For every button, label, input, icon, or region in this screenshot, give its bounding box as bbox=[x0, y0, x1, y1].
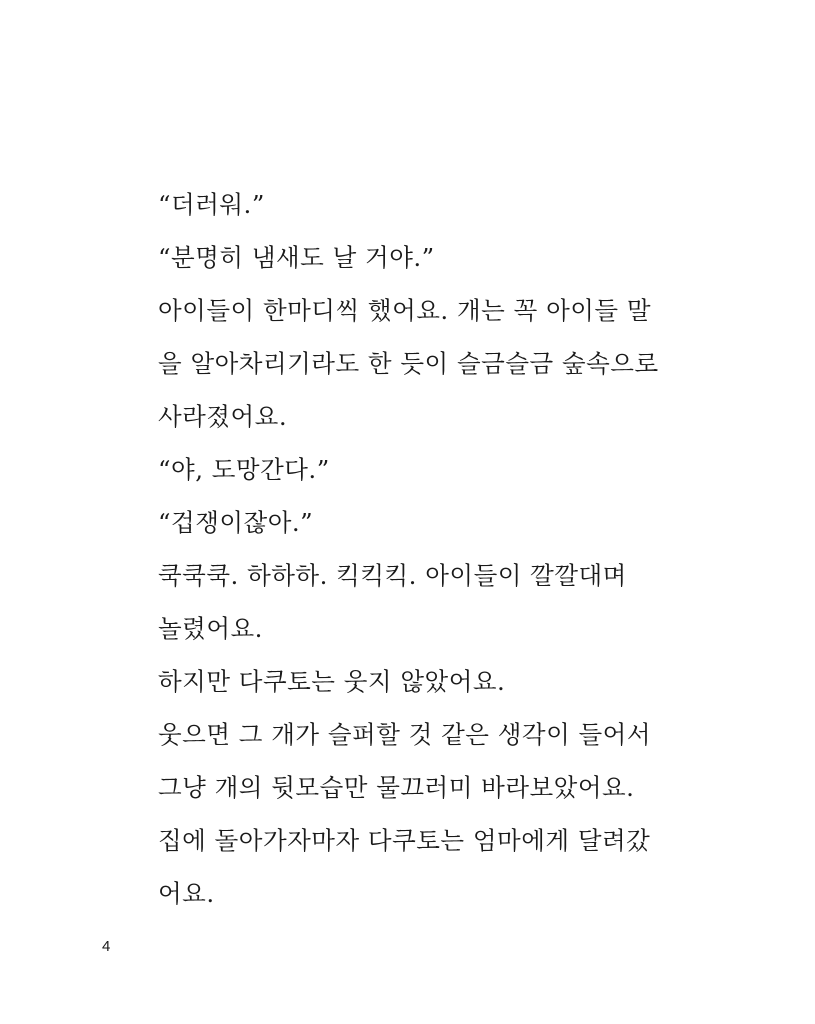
text-line: 그냥 개의 뒷모습만 물끄러미 바라보았어요. bbox=[158, 773, 635, 802]
text-line: 사라졌어요. bbox=[158, 402, 288, 431]
text-line: 하지만 다쿠토는 웃지 않았어요. bbox=[158, 667, 506, 696]
text-line: “분명히 냄새도 날 거야.” bbox=[158, 243, 435, 272]
text-line: 쿡쿡쿡. 하하하. 킥킥킥. 아이들이 깔깔대며 bbox=[158, 561, 627, 590]
text-line: 아이들이 한마디씩 했어요. 개는 꼭 아이들 말 bbox=[158, 296, 652, 325]
page-number: 4 bbox=[102, 938, 111, 955]
story-text bbox=[158, 178, 678, 920]
text-line: “야, 도망간다.” bbox=[158, 455, 330, 484]
text-line: 어요. bbox=[158, 879, 215, 908]
text-line: 을 알아차리기라도 한 듯이 슬금슬금 숲속으로 bbox=[158, 349, 659, 378]
text-line: “더러워.” bbox=[158, 190, 265, 219]
text-line: “겁쟁이잖아.” bbox=[158, 508, 314, 537]
text-line: 놀렸어요. bbox=[158, 614, 263, 643]
text-line: 집에 돌아가자마자 다쿠토는 엄마에게 달려갔 bbox=[158, 826, 651, 855]
text-line: 웃으면 그 개가 슬퍼할 것 같은 생각이 들어서 bbox=[158, 720, 652, 749]
